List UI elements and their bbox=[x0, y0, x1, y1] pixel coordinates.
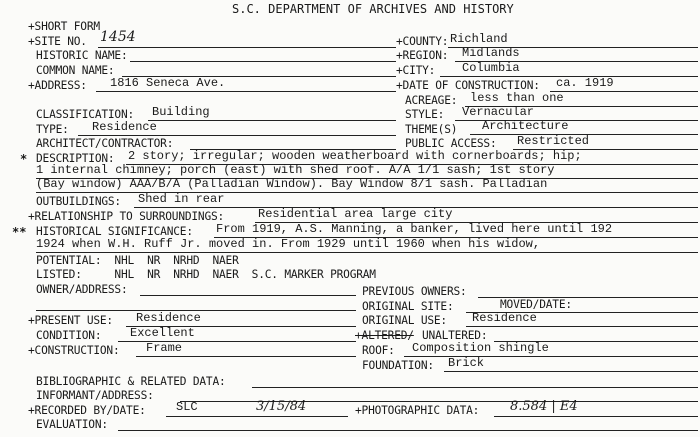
historical-label: HISTORICAL SIGNIFICANCE: bbox=[36, 225, 193, 238]
altered-label: +ALTERED/ bbox=[355, 329, 414, 342]
site-no-value: 1454 bbox=[100, 29, 136, 45]
condition-value: Excellent bbox=[130, 326, 195, 340]
outbuildings-value: Shed in rear bbox=[138, 192, 225, 206]
county-label: +COUNTY: bbox=[396, 35, 449, 48]
recorded-label: +RECORDED BY/DATE: bbox=[28, 404, 146, 417]
historical-line-1: From 1919, A.S. Manning, a banker, lived here until 192 bbox=[216, 222, 613, 236]
construction-value: Frame bbox=[146, 341, 183, 355]
short-form-label: +SHORT FORM bbox=[28, 20, 100, 33]
roof-value: Composition shingle bbox=[412, 341, 549, 355]
date-construction-label: +DATE OF CONSTRUCTION: bbox=[396, 79, 540, 92]
listed-line: LISTED: NHL NR NRHD NAER S.C. MARKER PROGRAM bbox=[36, 268, 376, 281]
foundation-value: Brick bbox=[448, 356, 485, 370]
description-label: DESCRIPTION: bbox=[36, 152, 115, 165]
original-site-label: ORIGINAL SITE: bbox=[362, 300, 454, 313]
style-value: Vernacular bbox=[462, 105, 535, 119]
outbuildings-label: OUTBUILDINGS: bbox=[36, 195, 121, 208]
type-value: Residence bbox=[92, 120, 157, 134]
style-label: STYLE: bbox=[405, 108, 445, 121]
acreage-value: less than one bbox=[470, 91, 564, 105]
evaluation-label: EVALUATION: bbox=[36, 418, 108, 431]
classification-line bbox=[148, 120, 396, 121]
bibliographic-line bbox=[252, 387, 698, 388]
description-line-1: 2 story; irregular; wooden weatherboard with cornerboards; hip; bbox=[128, 149, 582, 163]
common-name-label: COMMON NAME: bbox=[36, 64, 115, 77]
bibliographic-label: BIBLIOGRAPHIC & RELATED DATA: bbox=[36, 375, 226, 388]
county-value: Richland bbox=[450, 32, 508, 46]
foundation-label: FOUNDATION: bbox=[362, 359, 434, 372]
relationship-label: +RELATIONSHIP TO SURROUNDINGS: bbox=[28, 210, 225, 223]
city-label: +CITY: bbox=[396, 64, 436, 77]
address-value: 1816 Seneca Ave. bbox=[110, 76, 226, 90]
theme-label: THEME(S) bbox=[405, 123, 458, 136]
page-title: S.C. DEPARTMENT OF ARCHIVES AND HISTORY bbox=[232, 2, 514, 16]
description-line-2: 1 internal chimney; porch (east) with shed roof. A/A 1/1 sash; 1st story bbox=[36, 163, 555, 177]
description-line-3: (Bay window) AAA/B/A (Palladian Window). Bay Window 8/1 sash. Palladian bbox=[36, 177, 548, 191]
photographic-label: +PHOTOGRAPHIC DATA: bbox=[355, 404, 480, 417]
construction-line bbox=[136, 356, 356, 357]
historical-asterisk-icon: ** bbox=[12, 225, 27, 239]
theme-value: Architecture bbox=[482, 119, 569, 133]
condition-label: CONDITION: bbox=[36, 329, 102, 342]
original-use-label: ORIGINAL USE: bbox=[362, 314, 447, 327]
site-no-label: +SITE NO. bbox=[28, 35, 87, 48]
recorded-line bbox=[166, 416, 348, 417]
owner-label: OWNER/ADDRESS: bbox=[36, 283, 128, 296]
roof-label: ROOF: bbox=[362, 344, 395, 357]
region-label: +REGION: bbox=[396, 49, 449, 62]
foundation-line bbox=[444, 371, 698, 372]
public-access-value: Restricted bbox=[517, 134, 590, 148]
historical-rule-2 bbox=[36, 252, 698, 253]
public-access-label: PUBLIC ACCESS: bbox=[405, 137, 497, 150]
city-value: Columbia bbox=[462, 61, 520, 75]
recorded-date-value: 3/15/84 bbox=[256, 399, 307, 414]
date-construction-value: ca. 1919 bbox=[556, 76, 614, 90]
evaluation-line bbox=[118, 430, 698, 431]
classification-value: Building bbox=[152, 105, 210, 119]
description-rule-3 bbox=[36, 192, 698, 193]
historic-name-label: HISTORIC NAME: bbox=[36, 49, 128, 62]
informant-label: INFORMANT/ADDRESS: bbox=[36, 389, 154, 402]
type-line bbox=[78, 135, 396, 136]
photographic-line bbox=[494, 416, 698, 417]
recorded-by-value: SLC bbox=[176, 400, 198, 414]
historical-line-2: 1924 when W.H. Ruff Jr. moved in. From 1929 until 1960 when his widow, bbox=[36, 237, 541, 251]
date-construction-line bbox=[550, 91, 698, 92]
architect-label: ARCHITECT/CONTRACTOR: bbox=[36, 137, 174, 150]
acreage-label: ACREAGE: bbox=[405, 94, 458, 107]
site-no-line bbox=[98, 47, 396, 48]
relationship-value: Residential area large city bbox=[258, 207, 453, 221]
classification-label: CLASSIFICATION: bbox=[36, 108, 135, 121]
unaltered-label: UNALTERED: bbox=[422, 329, 488, 342]
construction-label: +CONSTRUCTION: bbox=[28, 344, 120, 357]
present-use-value: Residence bbox=[136, 311, 201, 325]
original-use-value: Residence bbox=[472, 311, 537, 325]
owner-line bbox=[140, 295, 356, 296]
potential-line: POTENTIAL: NHL NR NRHD NAER bbox=[36, 254, 239, 267]
region-value: Midlands bbox=[462, 46, 520, 60]
description-asterisk-icon: * bbox=[20, 152, 28, 166]
address-line bbox=[96, 91, 396, 92]
moved-date-label: MOVED/DATE: bbox=[500, 298, 572, 311]
historic-name-line bbox=[130, 61, 396, 62]
type-label: TYPE: bbox=[36, 123, 69, 136]
address-label: +ADDRESS: bbox=[28, 79, 87, 92]
original-use-line bbox=[466, 326, 698, 327]
photographic-value: 8.584 | E4 bbox=[510, 399, 578, 414]
present-use-label: +PRESENT USE: bbox=[28, 314, 113, 327]
previous-owners-label: PREVIOUS OWNERS: bbox=[362, 285, 467, 298]
